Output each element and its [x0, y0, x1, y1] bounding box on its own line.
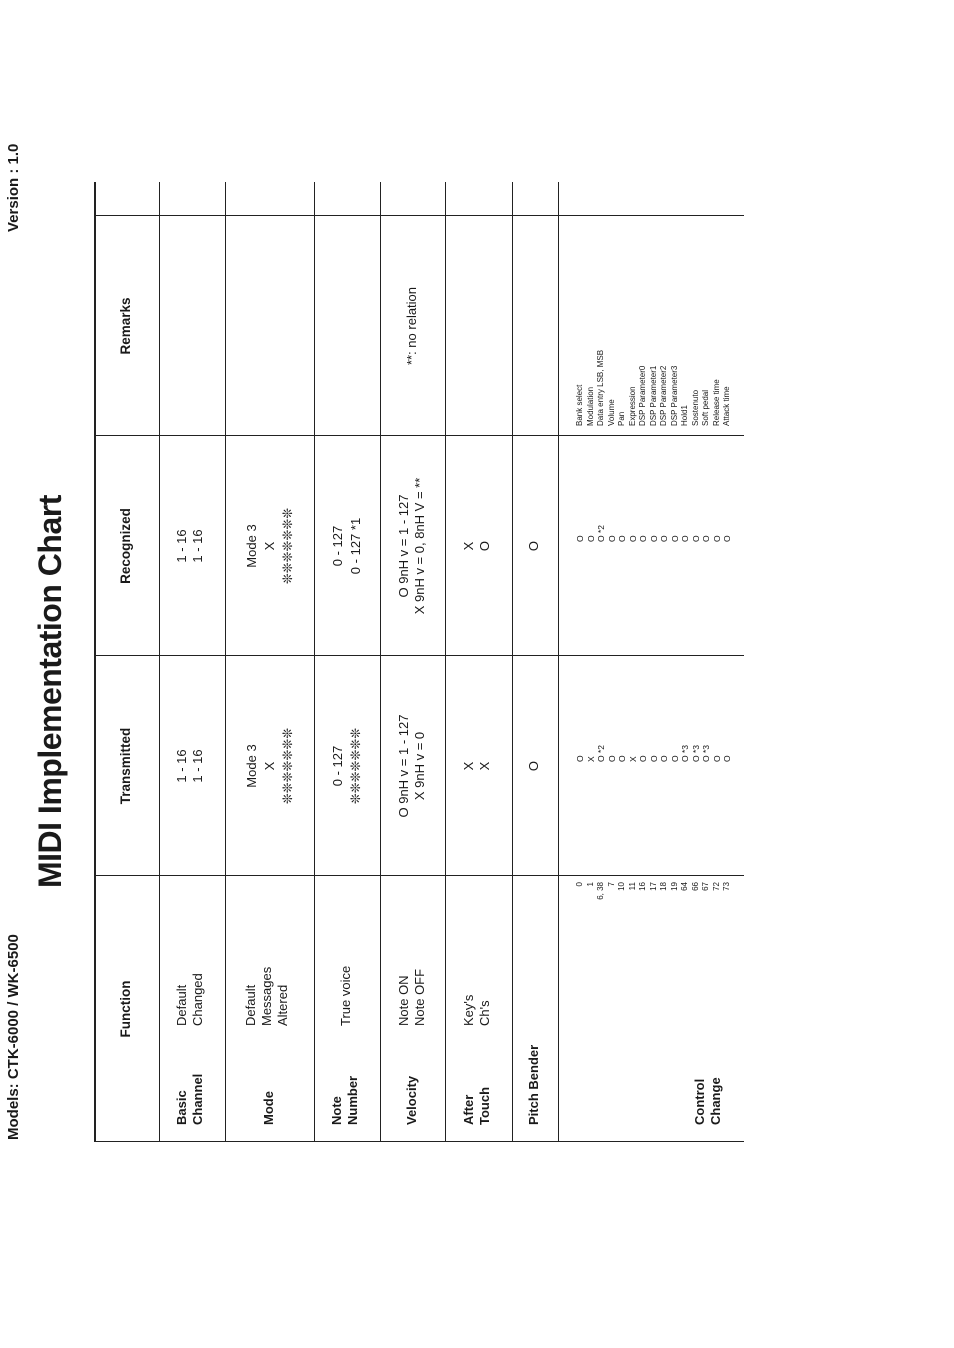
row-label-pitch-bender: Pitch Bender: [526, 1044, 541, 1125]
pitch-bender-transmitted: O: [526, 760, 541, 772]
basic-channel-recognized: 1 - 16 1 - 16: [174, 529, 205, 563]
after-touch-recognized: X O: [461, 540, 492, 552]
note-number-recognized: 0 - 127 0 - 127 *1: [330, 517, 363, 575]
row-label-basic-channel: Basic Channel: [174, 1073, 205, 1125]
control-change-numbers: 0 1 6, 38 7 10 11 16 17 18 19 64 66 67 72 73: [575, 882, 731, 900]
mode-sub: Default Messages Altered: [243, 966, 290, 1026]
midi-chart-page: [0, 143, 740, 1160]
control-change-remarks: Bank select Modulation Data entry LSB, MSB Volume Pan Expression DSP Parameter0 DSP Parameter1 DSP Parameter2 DSP Parameter3 Hold1 Sostenuto Soft pedal Release time Attack time: [575, 349, 731, 426]
mode-recognized: Mode 3 X ❊❊❊❊❊❊❊: [244, 507, 295, 585]
control-change-recognized: O O O *2 O O O O O O O O O O O O: [575, 524, 732, 542]
after-touch-sub: Key's Ch's: [461, 994, 492, 1026]
velocity-recognized: O 9nH v = 1 - 127 X 9nH v = 0, 8nH V = **: [396, 477, 427, 615]
row-label-control-change: Control Change: [692, 1077, 723, 1125]
velocity-transmitted: O 9nH v = 1 - 127 X 9nH v = 0: [396, 714, 427, 818]
velocity-remarks: **: no relation: [404, 286, 419, 366]
mode-transmitted: Mode 3 X ❊❊❊❊❊❊❊: [244, 727, 295, 805]
row-label-velocity: Velocity: [404, 1075, 419, 1125]
velocity-sub: Note ON Note OFF: [396, 968, 427, 1026]
pitch-bender-recognized: O: [526, 540, 541, 552]
row-label-after-touch: After Touch: [461, 1086, 492, 1125]
row-label-note-number: Note Number: [329, 1075, 360, 1125]
header-transmitted: Transmitted: [118, 727, 133, 805]
note-number-transmitted: 0 - 127 ❊❊❊❊❊❊❊: [330, 727, 363, 805]
control-change-transmitted: O X O *2 O O X O O O O O *3 O *3 O *3 O O: [575, 744, 732, 762]
header-function: Function: [118, 980, 133, 1038]
basic-channel-sub: Default Changed: [174, 973, 205, 1026]
header-recognized: Recognized: [118, 508, 133, 584]
note-number-sub: True voice: [338, 965, 353, 1026]
basic-channel-transmitted: 1 - 16 1 - 16: [174, 749, 205, 783]
midi-implementation-table: [94, 182, 744, 1142]
row-label-mode: Mode: [261, 1091, 276, 1125]
header-remarks: Remarks: [118, 297, 133, 355]
version-label: Version : 1.0: [5, 143, 22, 232]
models-label: Models: CTK-6000 / WK-6500: [5, 934, 22, 1140]
after-touch-transmitted: X X: [461, 761, 492, 771]
chart-title: MIDI Implementation Chart: [32, 495, 68, 888]
